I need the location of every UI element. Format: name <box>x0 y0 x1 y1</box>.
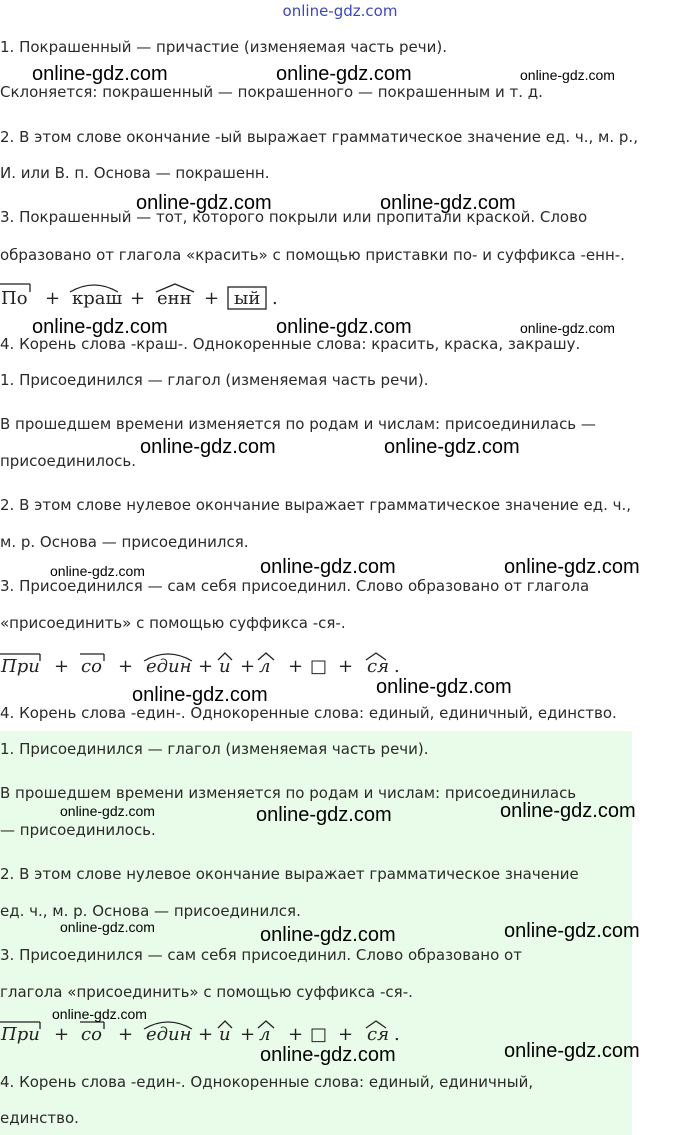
site-header[interactable]: online-gdz.com <box>282 2 398 20</box>
text-line: образовано от глагола «красить» с помощью приставки по- и суффикса -енн-. <box>0 246 625 264</box>
watermark: online-gdz.com <box>376 676 512 698</box>
text-line: 1. Присоединился — глагол (изменяемая часть речи). <box>0 740 429 758</box>
watermark: online-gdz.com <box>504 556 640 578</box>
postfix-sya: ся <box>367 656 389 677</box>
watermark: online-gdz.com <box>384 436 520 458</box>
plus-sign: + <box>54 656 70 677</box>
suffix-i: и <box>219 1024 231 1045</box>
null-ending: □ <box>310 656 328 677</box>
watermark: online-gdz.com <box>52 1006 147 1022</box>
postfix-sya: ся <box>367 1024 389 1045</box>
plus-sign: + <box>338 656 354 677</box>
period: . <box>394 656 400 677</box>
watermark: online-gdz.com <box>32 316 168 338</box>
watermark: online-gdz.com <box>260 556 396 578</box>
plus-sign: + <box>240 656 256 677</box>
watermark: online-gdz.com <box>132 684 268 706</box>
watermark: online-gdz.com <box>256 804 392 826</box>
watermark: online-gdz.com <box>380 192 516 214</box>
watermark: online-gdz.com <box>136 192 272 214</box>
plus-sign: + <box>204 288 220 309</box>
plus-sign: + <box>54 1024 70 1045</box>
suffix-enn: енн <box>157 288 192 309</box>
suffix-l: л <box>259 1024 271 1045</box>
text-line: 4. Корень слова -един-. Однокоренные слова: единый, единичный, <box>0 1073 534 1091</box>
watermark: online-gdz.com <box>500 800 636 822</box>
prefix-pri: При <box>1 1024 40 1045</box>
watermark: online-gdz.com <box>60 919 155 935</box>
text-line: 1. Покрашенный — причастие (изменяемая часть речи). <box>0 38 447 56</box>
text-line: 2. В этом слове нулевое окончание выражает грамматическое значение <box>0 865 579 883</box>
null-ending: □ <box>310 1024 328 1045</box>
text-line: И. или В. п. Основа — покрашенн. <box>0 164 270 182</box>
morpheme-formula-1 <box>0 280 300 314</box>
text-line: 3. Присоединился — сам себя присоединил. Слово образовано от <box>0 946 522 964</box>
watermark: online-gdz.com <box>32 63 168 85</box>
text-line: 4. Корень слова -краш-. Однокоренные слова: красить, краска, закрашу. <box>0 335 581 353</box>
watermark: online-gdz.com <box>260 1044 396 1066</box>
text-line: — присоединилось. <box>0 821 156 839</box>
text-line: 3. Покрашенный — тот, которого покрыли или пропитали краской. Слово <box>0 208 588 226</box>
prefix-so: со <box>81 1024 102 1045</box>
text-line: м. р. Основа — присоединился. <box>0 533 249 551</box>
watermark: online-gdz.com <box>140 436 276 458</box>
watermark: online-gdz.com <box>520 67 615 83</box>
prefix-so: со <box>81 656 102 677</box>
text-line: 4. Корень слова -един-. Однокоренные слова: единый, единичный, единство. <box>0 704 617 722</box>
watermark: online-gdz.com <box>260 924 396 946</box>
plus-sign: + <box>198 656 214 677</box>
plus-sign: + <box>240 1024 256 1045</box>
text-line: 1. Присоединился — глагол (изменяемая часть речи). <box>0 371 429 389</box>
text-line: глагола «присоединить» с помощью суффикса -ся-. <box>0 983 413 1001</box>
plus-sign: + <box>118 656 134 677</box>
prefix-po: По <box>1 288 28 309</box>
text-line: «присоединить» с помощью суффикса -ся-. <box>0 614 346 632</box>
watermark: online-gdz.com <box>60 803 155 819</box>
plus-sign: + <box>288 656 304 677</box>
morpheme-formula-2 <box>0 648 420 682</box>
plus-sign: + <box>45 288 61 309</box>
plus-sign: + <box>338 1024 354 1045</box>
watermark: online-gdz.com <box>504 1040 640 1062</box>
period: . <box>272 288 278 309</box>
text-line: 3. Присоединился — сам себя присоединил. Слово образовано от глагола <box>0 577 590 595</box>
text-line: 2. В этом слове нулевое окончание выражает грамматическое значение ед. ч., <box>0 496 632 514</box>
plus-sign: + <box>288 1024 304 1045</box>
ending-yy: ый <box>234 288 261 309</box>
watermark: online-gdz.com <box>50 563 145 579</box>
prefix-pri: При <box>1 656 40 677</box>
text-line: ед. ч., м. р. Основа — присоединился. <box>0 902 301 920</box>
text-line: присоединилось. <box>0 452 137 470</box>
plus-sign: + <box>118 1024 134 1045</box>
suffix-i: и <box>219 656 231 677</box>
text-line: Склоняется: покрашенный — покрашенного — покрашенным и т. д. <box>0 83 543 101</box>
watermark: online-gdz.com <box>520 320 615 336</box>
text-line: 2. В этом слове окончание -ый выражает грамматическое значение ед. ч., м. р., <box>0 128 638 146</box>
watermark: online-gdz.com <box>276 316 412 338</box>
plus-sign: + <box>130 288 146 309</box>
watermark: online-gdz.com <box>276 63 412 85</box>
period: . <box>394 1024 400 1045</box>
text-line: В прошедшем времени изменяется по родам и числам: присоединилась — <box>0 415 596 433</box>
suffix-l: л <box>259 656 271 677</box>
watermark: online-gdz.com <box>504 920 640 942</box>
plus-sign: + <box>198 1024 214 1045</box>
text-line: единство. <box>0 1109 79 1127</box>
text-line: В прошедшем времени изменяется по родам и числам: присоединилась <box>0 784 577 802</box>
root-edin: един <box>146 1024 192 1045</box>
root-edin: един <box>146 656 192 677</box>
root-krash: краш <box>72 288 123 309</box>
